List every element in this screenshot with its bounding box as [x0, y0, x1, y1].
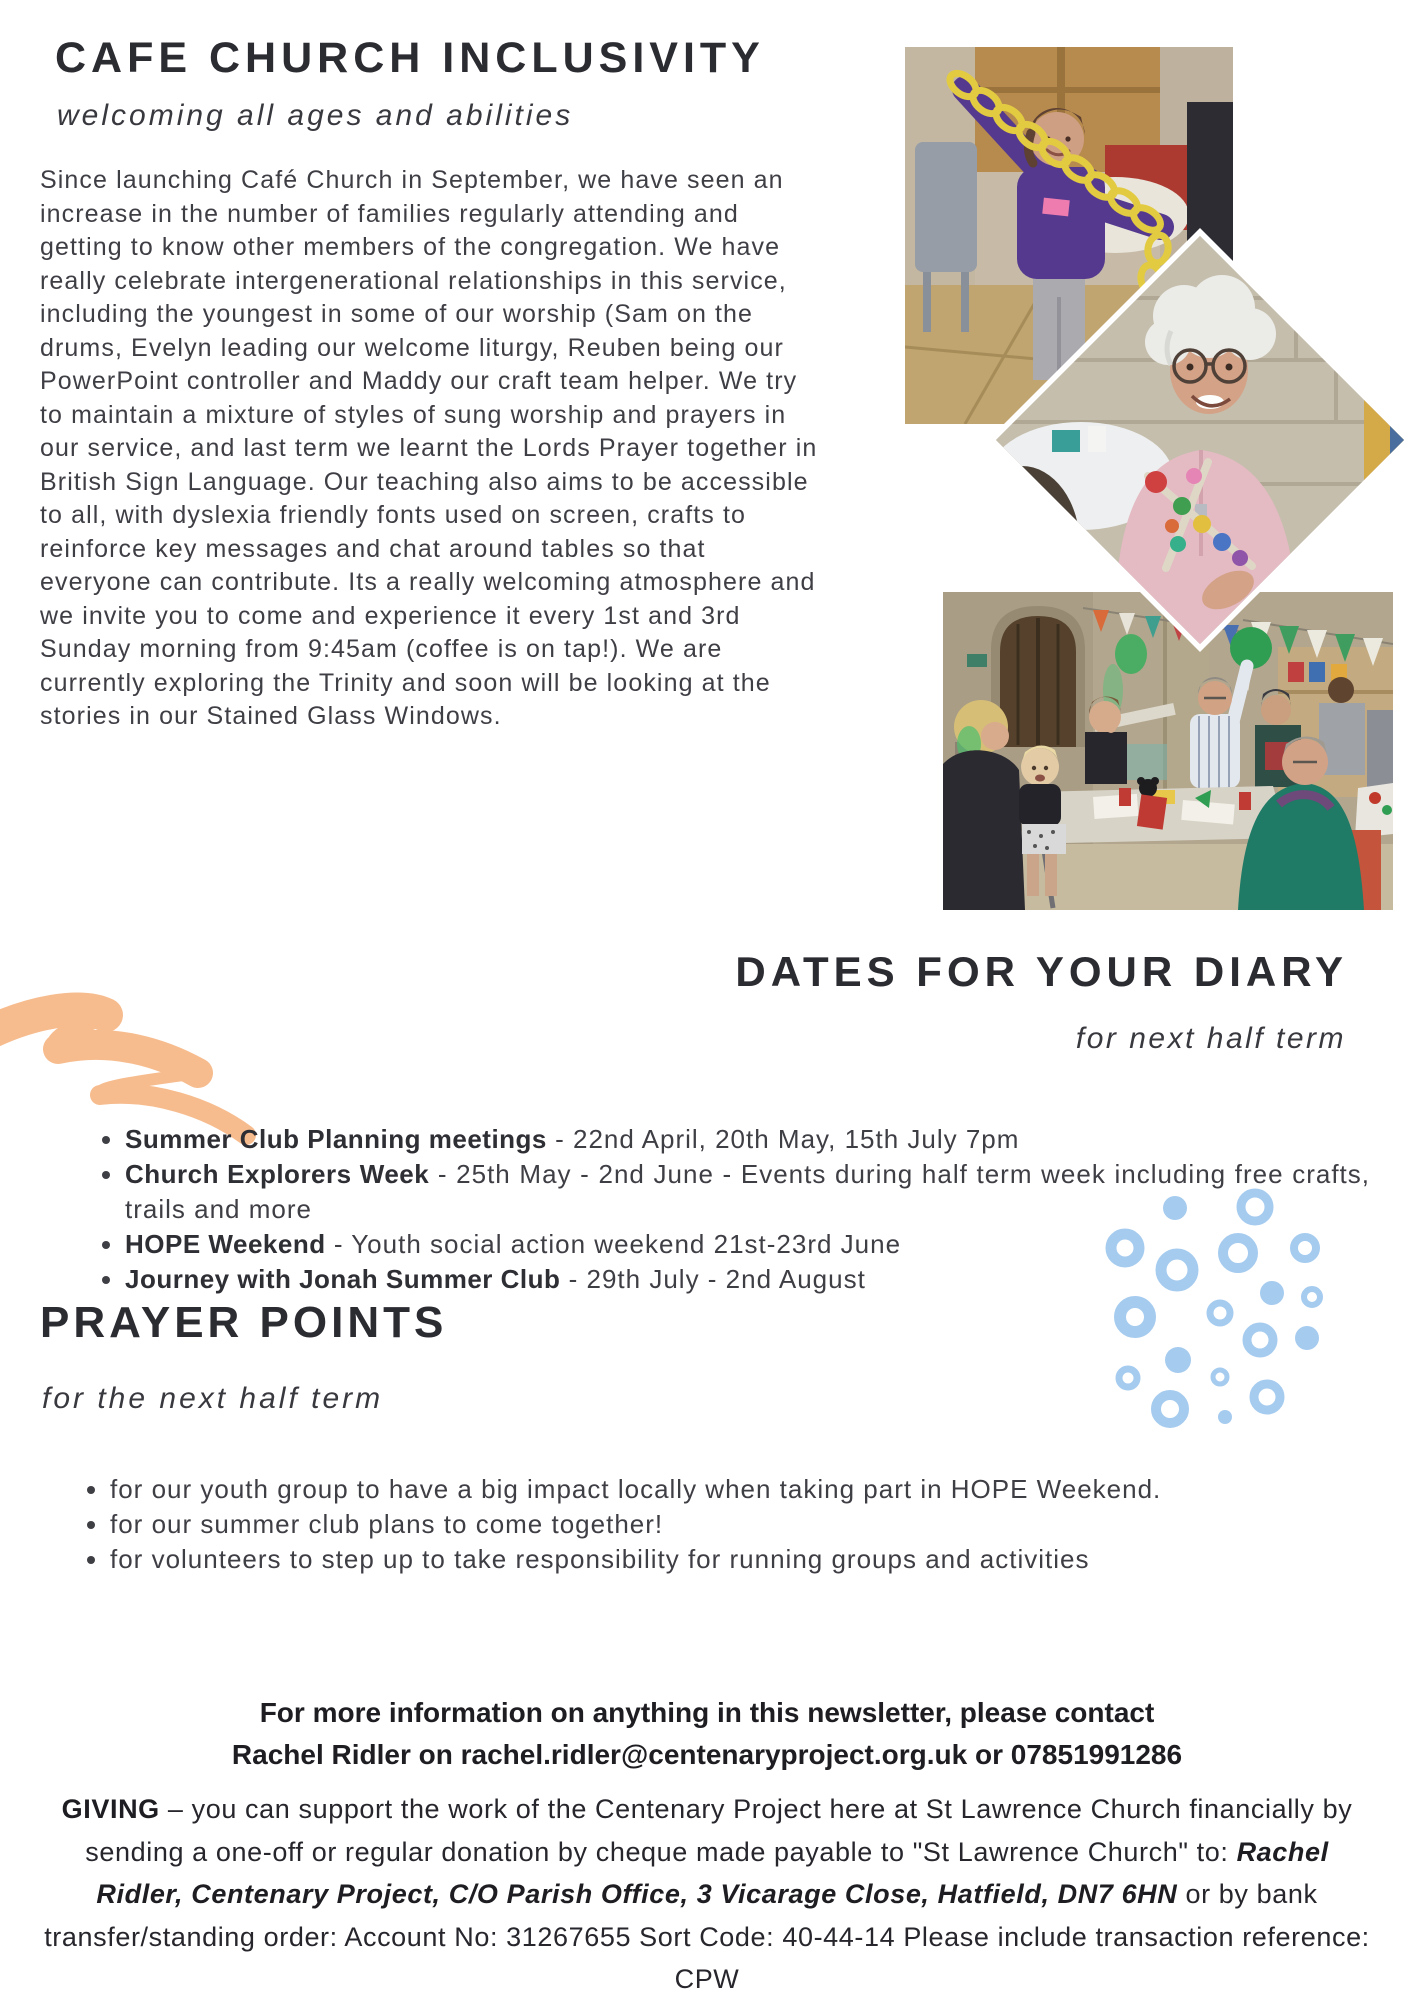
list-item: • HOPE Weekend - Youth social action weekend 21st-23rd June: [125, 1227, 1370, 1262]
giving-block: [40, 1788, 1374, 2000]
contact-block: [0, 1692, 1414, 1776]
prayer-subheading: for the next half term: [42, 1382, 384, 1415]
photo-group-craft-tables: [943, 592, 1393, 910]
list-item: • Church Explorers Week - 25th May - 2nd June - Events during half term week including free crafts, trails and more: [125, 1157, 1370, 1227]
page-subtitle: welcoming all ages and abilities: [57, 99, 574, 132]
photo-group-craft-tables-illustration: [943, 592, 1393, 910]
page-title: CAFE CHURCH INCLUSIVITY: [55, 34, 765, 82]
blue-dots-decoration: [1100, 1185, 1345, 1435]
prayer-list: [60, 1472, 1325, 1577]
list-item: • for our youth group to have a big impact locally when taking part in HOPE Weekend.: [110, 1472, 1325, 1507]
contact-line2: Rachel Ridler on rachel.ridler@centenaryproject.org.uk or 07851991286: [231, 1739, 1183, 1770]
prayer-heading: PRAYER POINTS: [40, 1298, 448, 1347]
giving-part2: or by bank transfer/standing order: Account No: 31267655 Sort Code: 40-44-14 Please include transaction reference: CPW: [44, 1879, 1370, 1994]
list-item: • Journey with Jonah Summer Club - 29th July - 2nd August: [125, 1262, 1370, 1297]
list-item: • for volunteers to step up to take responsibility for running groups and activities: [110, 1542, 1325, 1577]
dates-heading: DATES FOR YOUR DIARY: [735, 948, 1348, 995]
list-item: • Summer Club Planning meetings - 22nd April, 20th May, 15th July 7pm: [125, 1122, 1370, 1157]
giving-lead: GIVING: [61, 1794, 160, 1824]
article-body: Since launching Café Church in September, we have seen an increase in the number of families regularly attending and getting to know other members of the congregation. We have really celebrate intergenerational relationships in this service, including the youngest in some of our worship (Sam on the drums, Evelyn leading our welcome liturgy, Reuben being our PowerPoint controller and Maddy our craft team helper. We try to maintain a mixture of styles of sung worship and prayers in our service, and last term we learnt the Lords Prayer together in British Sign Language. Our teaching also aims to be accessible to all, with dyslexia friendly fonts used on screen, crafts to reinforce key messages and chat around tables so that everyone can contribute. Its a really welcoming atmosphere and we invite you to come and experience it every 1st and 3rd Sunday morning from 9:45am (coffee is on tap!). We are currently exploring the Trinity and soon will be looking at the stories in our Stained Glass Windows.: [40, 166, 818, 730]
contact-line1: For more information on anything in this newsletter, please contact: [259, 1697, 1155, 1728]
list-item: • for our summer club plans to come together!: [110, 1507, 1325, 1542]
dates-subheading: for next half term: [1075, 1022, 1346, 1055]
giving-part1: – you can support the work of the Centenary Project here at St Lawrence Church financially by sending a one-off or regular donation by cheque made payable to "St Lawrence Church" to:: [85, 1794, 1353, 1867]
giving-address: Rachel Ridler, Centenary Project, C/O Parish Office, 3 Vicarage Close, Hatfield, DN7 6HN: [96, 1836, 1329, 1909]
